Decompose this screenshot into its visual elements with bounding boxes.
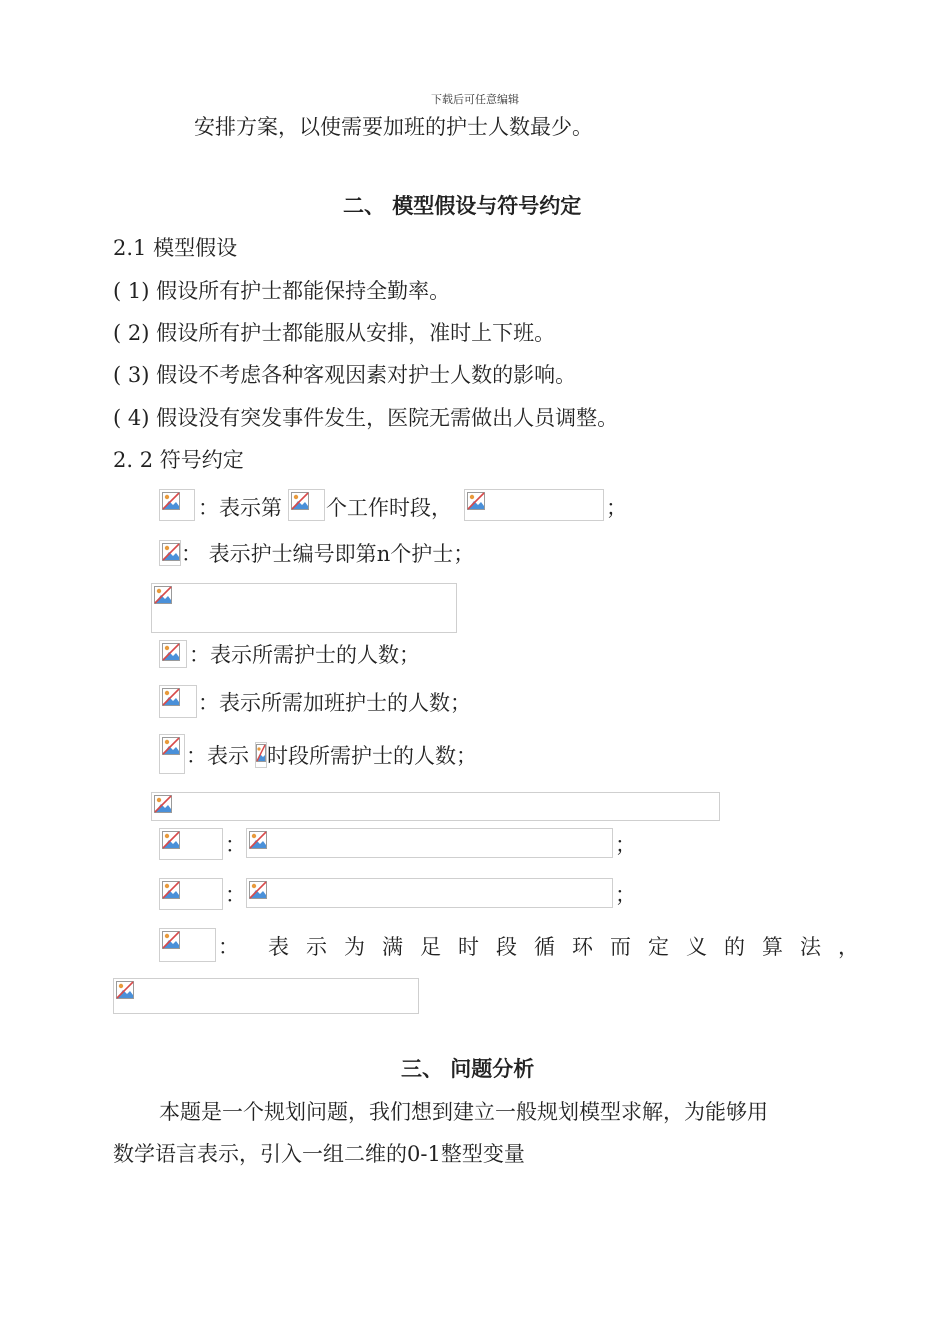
broken-image-icon — [154, 795, 172, 813]
assumption-text: 假设所有护士都能服从安排，准时上下班。 — [156, 321, 556, 345]
assumption-number: ( 4) — [113, 406, 150, 430]
broken-image-icon — [162, 688, 180, 706]
intro-line: 安排方案，以使需要加班的护士人数最少。 — [194, 115, 593, 139]
broken-image-icon — [162, 543, 180, 561]
assumption-1 — [113, 278, 450, 304]
symbol-3-text: ：表示所需护士的人数； — [189, 643, 420, 667]
formula-image — [113, 978, 419, 1014]
formula-image — [255, 742, 267, 768]
formula-image — [159, 640, 187, 668]
symbol-7-semicolon: ； — [615, 883, 636, 907]
symbol-4-text: ：表示所需加班护士的人数； — [198, 691, 471, 715]
broken-image-icon — [249, 881, 267, 899]
subsection-2-1-title: 2.1 模型假设 — [113, 236, 238, 260]
symbol-8-text: 表示为满足时段循环而定义的算法， — [268, 935, 876, 959]
formula-image — [246, 828, 613, 858]
section-3-title: 三、 问题分析 — [401, 1057, 535, 1081]
symbol-8-colon: ： — [218, 935, 239, 959]
formula-image — [288, 489, 325, 521]
formula-image — [159, 878, 223, 910]
broken-image-icon — [467, 492, 485, 510]
broken-image-icon — [162, 492, 180, 510]
paragraph-line-1: 本题是一个规划问题，我们想到建立一般规划模型求解，为能够用 — [159, 1100, 768, 1124]
symbol-5-text-a: ：表示 — [186, 744, 249, 768]
broken-image-icon — [162, 931, 180, 949]
formula-image — [159, 734, 185, 774]
assumption-3 — [113, 362, 576, 388]
assumption-2 — [113, 320, 555, 346]
broken-image-icon — [116, 981, 134, 999]
formula-image — [151, 792, 720, 821]
symbol-1-text-c: ； — [606, 496, 627, 520]
broken-image-icon — [162, 831, 180, 849]
formula-image — [151, 583, 457, 633]
formula-image — [464, 489, 604, 521]
assumption-number: ( 1) — [113, 279, 150, 303]
formula-image — [159, 489, 195, 521]
symbol-7-colon: ： — [225, 883, 246, 907]
assumption-text: 假设没有突发事件发生，医院无需做出人员调整。 — [156, 406, 619, 430]
formula-image — [246, 878, 613, 908]
paragraph-line-2: 数学语言表示，引入一组二维的0-1整型变量 — [113, 1142, 525, 1166]
page-header: 下载后可任意编辑 — [431, 93, 519, 106]
symbol-5-text-b: 时段所需护士的人数； — [267, 744, 477, 768]
symbol-6-colon: ： — [225, 833, 246, 857]
symbol-1-text-b: 个工作时段， — [326, 496, 452, 520]
assumption-number: ( 3) — [113, 363, 150, 387]
assumption-text: 假设所有护士都能保持全勤率。 — [156, 279, 451, 303]
broken-image-icon — [256, 744, 266, 762]
subsection-2-2-title: 2. 2 符号约定 — [113, 448, 244, 472]
formula-image — [159, 928, 216, 962]
broken-image-icon — [162, 643, 180, 661]
section-2-title: 二、 模型假设与符号约定 — [343, 194, 582, 218]
symbol-2-text: ： 表示护士编号即第n个护士； — [181, 542, 475, 566]
formula-image — [159, 540, 181, 566]
broken-image-icon — [249, 831, 267, 849]
broken-image-icon — [154, 586, 172, 604]
formula-image — [159, 828, 223, 860]
broken-image-icon — [162, 881, 180, 899]
assumption-number: ( 2) — [113, 321, 150, 345]
symbol-1-text-a: ：表示第 — [198, 496, 282, 520]
broken-image-icon — [291, 492, 309, 510]
assumption-4 — [113, 405, 618, 431]
broken-image-icon — [162, 737, 180, 755]
formula-image — [159, 685, 197, 718]
assumption-text: 假设不考虑各种客观因素对护士人数的影响。 — [156, 363, 577, 387]
symbol-6-semicolon: ； — [615, 833, 636, 857]
